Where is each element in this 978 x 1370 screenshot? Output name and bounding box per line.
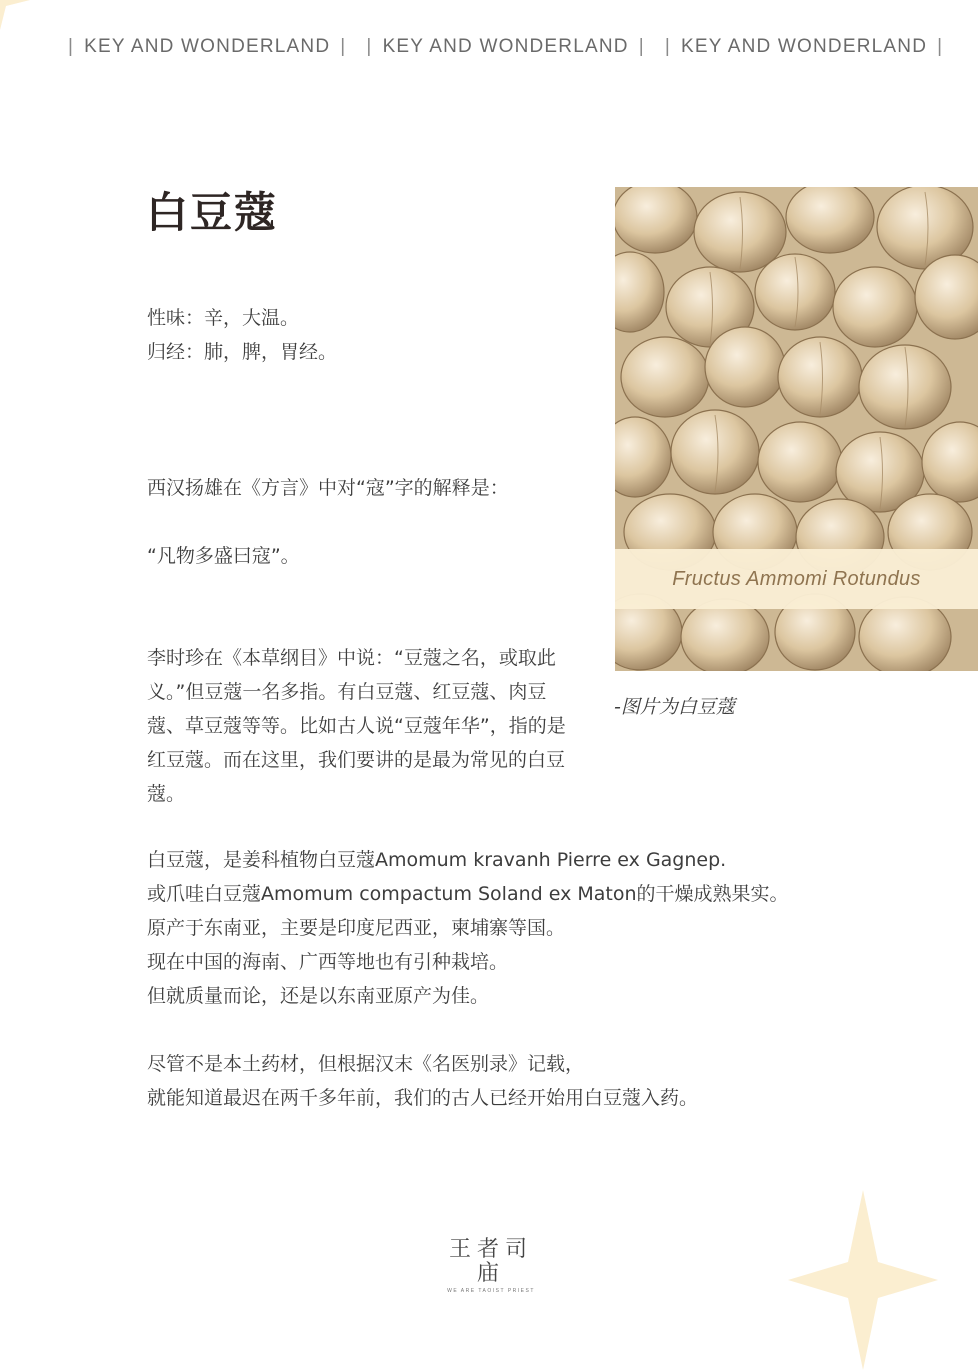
header-item: | KEY AND WONDERLAND | [366,36,645,57]
photo-banner: Fructus Ammomi Rotundus [615,549,978,609]
header-bar [58,36,944,58]
header-label: KEY AND WONDERLAND [382,36,629,57]
page-title: 白豆蔻 [146,188,279,237]
quote-intro [147,471,509,505]
quote-text: “凡物多盛曰寇”。 [147,545,300,567]
header-label: KEY AND WONDERLAND [84,36,331,57]
description-line: 但就质量而论，还是以东南亚原产为佳。 [147,985,490,1007]
nature-meridian: 归经：肺，脾，胃经。 [147,341,338,363]
lishizhen-text: 李时珍在《本草纲目》中说：“豆蔻之名，或取此义。”但豆蔻一名多指。有白豆蔻、红豆蔻、肉豆蔻、草豆蔻等等。比如古人说“豆蔻年华”，指的是红豆蔻。而在这里，我们要讲的是最为常见的白豆蔻。 [147,647,566,805]
photo-caption: -图片为白豆蔻 [614,696,735,718]
header-item: | KEY AND WONDERLAND | [664,36,944,57]
description-paragraph [147,843,789,1013]
corner-sparkle-bottom-right [788,1190,938,1370]
description-line: 或爪哇白豆蔻Amomum compactum Soland ex Maton的干燥成熟果实。 [147,883,789,905]
description-line: 原产于东南亚，主要是印度尼西亚，柬埔寨等国。 [147,917,566,939]
description-line: 现在中国的海南、广西等地也有引种栽培。 [147,951,509,973]
history-line: 尽管不是本土药材，但根据汉末《名医别录》记载， [147,1053,585,1075]
cardamom-photo [615,187,978,671]
logo-mark: 王者司庙 [448,1237,533,1286]
brand-logo [436,1238,546,1294]
nature-block [147,301,337,369]
lishizhen-paragraph [147,641,567,811]
quote-block [147,539,300,573]
history-line: 就能知道最迟在两千多年前，我们的古人已经开始用白豆蔻入药。 [147,1087,699,1109]
quote-intro-text: 西汉扬雄在《方言》中对“寇”字的解释是： [147,477,509,499]
header-item: | KEY AND WONDERLAND | [68,36,347,57]
nature-taste: 性味：辛，大温。 [147,307,300,329]
description-line: 白豆蔻，是姜科植物白豆蔻Amomum kravanh Pierre ex Gagnep. [147,849,727,871]
history-paragraph [147,1047,698,1115]
logo-subtitle: WE ARE TAOIST PRIEST [447,1288,535,1294]
header-label: KEY AND WONDERLAND [680,36,928,57]
